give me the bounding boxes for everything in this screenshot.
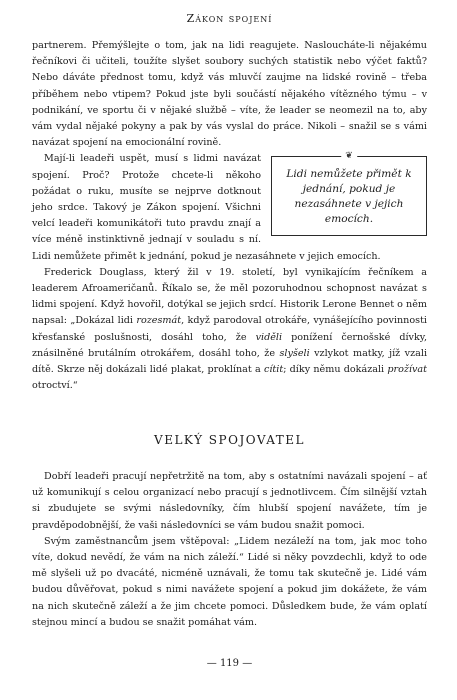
douglass-emphasis-2: viděli bbox=[255, 331, 283, 343]
section-heading: VELKÝ SPOJOVATEL bbox=[154, 433, 305, 447]
paragraph-2-text: Mají-li leadeři uspět, musí s lidmi navázat spojení. Proč? Protože chcete-li někoho požádat o ruku, musíte se nejprve dotknout jeho srdce. Takový je Zákon spojení. Všichni velcí leadeři komunikátoři tuto pravdu znají a více méně instinktivně jednají v souladu s ní. Lidi nemůžete přimět k jednání, pokud je nezasáhnete v jejich emocích. bbox=[32, 153, 381, 262]
paragraph-5-text: Svým zaměstnancům jsem vštěpoval: „Lidem nezáleží na tom, jak moc toho víte, dokud nevědí, že vám na nich záleží.“ Lidé si něky povzdechli, když to ode mě slyšeli už po dvacáté, nicméně uznávali, že tomu tak skutečně je. Lidé vám budou důvěřovat, pokud s nimi navážete spojení a pokud jim dokážete, že vám na nich skutečně záleží a že jim chcete pomoci. Důsledkem bude, že vám oplatí stejnou mincí a budou se snažit pomáhat vám. bbox=[32, 535, 427, 628]
douglass-text-1: Frederick Douglass, který žil v 19. století, byl vynikajícím řečníkem a leaderem Afroameričanů. Říkalo se, že měl pozoruhodnou schopnost navázat s lidmi spojení. Když hovořil, dotýkal se jejich srdcí. Historik Lerone Bennet o něm napsal: „Dokázal lidi bbox=[32, 266, 427, 327]
paragraph-douglass bbox=[32, 265, 427, 395]
douglass-text-5: ; díky němu dokázali bbox=[283, 364, 388, 376]
paragraph-1-text: partnerem. Přemýšlejte o tom, jak na lidi reagujete. Nasloucháte-li nějakému řečníkovi či učiteli, toužíte slyšet soubory suchých statistik nebo výčet faktů? Nebo dáváte přednost tomu, když vás mluvčí zaujme na lidské rovině – třeba příběhem nebo vtipem? Pokud jste byli součástí nějakého vítězného týmu – v podnikání, ve sportu či v nějaké službě – víte, že leader se neomezil na to, aby vám vydal nějaké pokyny a pak by vás vyslal do práce. Nikoli – snažil se s vámi navázat spojení na emocionální rovině. bbox=[32, 40, 427, 149]
page-number: — 119 — bbox=[206, 658, 253, 669]
paragraph-continuation bbox=[32, 38, 427, 151]
fleuron-ornament-icon: ❦ bbox=[341, 151, 357, 161]
book-page bbox=[32, 0, 427, 700]
douglass-emphasis-5: prožívat bbox=[387, 364, 427, 376]
paragraph-4-text: Dobří leadeři pracují nepřetržitě na tom, aby s ostatními navázali spojení – ať už komunikují s celou organizací nebo pracují s jednotlivcem. Čím silnější vztah si zbudujete se svými následovníky, čím hlubší spojení navážete, tím je pravděpodobnější, že vaši následovníci se vám budou snažit pomoci. bbox=[32, 471, 427, 531]
pull-quote-text: Lidi nemůžete přimět k jednání, pokud je nezasáhnete v jejich emocích. bbox=[286, 168, 412, 226]
douglass-text-3: ponížení černošské dívky, znásilněné brutálním otrokářem, dosáhl toho, že bbox=[32, 331, 427, 359]
body-text-top bbox=[32, 38, 427, 394]
douglass-text-6: otroctví.“ bbox=[32, 380, 78, 392]
paragraph-good-leaders bbox=[32, 469, 427, 534]
running-head: Zákon spojení bbox=[186, 12, 273, 25]
douglass-text-2: , když parodoval otrokáře, vynášejícího povinnosti křesťanské poslušnosti, dosáhl toho, že bbox=[32, 315, 427, 343]
douglass-text-4: vzlykot matky, jíž vzali dítě. Skrze něj dokázali lidé plakat, proklínat a bbox=[32, 347, 428, 376]
douglass-emphasis-3: slyšeli bbox=[279, 347, 310, 359]
douglass-emphasis-1: rozesmát bbox=[136, 315, 182, 327]
body-text-bottom bbox=[32, 469, 427, 631]
douglass-emphasis-4: cítit bbox=[263, 364, 284, 376]
paragraph-employees bbox=[32, 534, 427, 631]
pull-quote-box bbox=[271, 151, 427, 236]
